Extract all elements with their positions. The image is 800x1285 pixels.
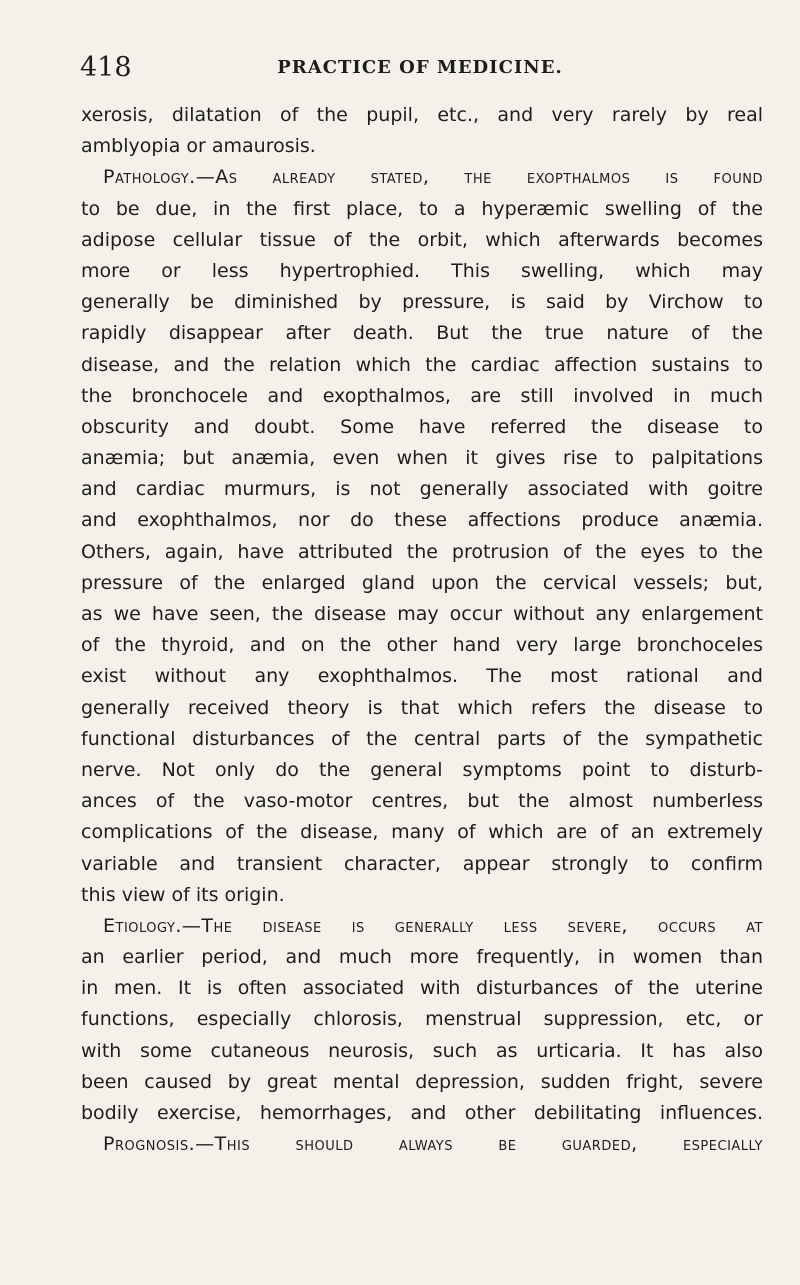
text-line: complications of the disease, many of which are of an extremely xyxy=(81,821,763,844)
text-line: nerve. Not only do the general symptoms point to disturb- xyxy=(81,758,763,781)
text-line: this view of its origin. xyxy=(81,883,285,906)
text-line: anæmia; but anæmia, even when it gives rise to palpitations xyxy=(81,447,763,470)
section-etiology-line: Etiology.—The disease is generally less severe, occurs at xyxy=(103,914,763,937)
text-line: xerosis, dilatation of the pupil, etc., and very rarely by real xyxy=(81,104,763,126)
text-line: adipose cellular tissue of the orbit, which afterwards becomes xyxy=(81,228,763,251)
text-line: in men. It is often associated with disturbances of the uterine xyxy=(81,977,763,1000)
text-line: the bronchocele and exopthalmos, are still involved in much xyxy=(81,384,763,407)
text-line: functions, especially chlorosis, menstrual suppression, etc, or xyxy=(81,1008,763,1031)
text-line: generally received theory is that which refers the disease to xyxy=(81,696,763,719)
text-line: amblyopia or amaurosis. xyxy=(81,135,316,158)
text-line: as we have seen, the disease may occur without any enlargement xyxy=(81,603,763,625)
section-pathology-line: Pathology.—As already stated, the exopthalmos is found xyxy=(103,166,763,189)
text-line: pressure of the enlarged gland upon the cervical vessels; but, xyxy=(81,571,763,594)
text-line: generally be diminished by pressure, is said by Virchow to xyxy=(81,291,763,314)
body-text xyxy=(81,100,763,1160)
text-line: rapidly disappear after death. But the true nature of the xyxy=(81,322,763,345)
text-line: been caused by great mental depression, sudden fright, severe xyxy=(81,1070,763,1093)
page-header xyxy=(80,48,760,88)
text-line: an earlier period, and much more frequently, in women than xyxy=(81,946,763,969)
text-line: Others, again, have attributed the protrusion of the eyes to the xyxy=(81,540,763,563)
text-line: of the thyroid, and on the other hand very large bronchoceles xyxy=(81,634,763,657)
text-line: with some cutaneous neurosis, such as urticaria. It has also xyxy=(81,1039,763,1062)
page-number: 418 xyxy=(80,52,132,83)
text-line: exist without any exophthalmos. The most rational and xyxy=(81,665,763,688)
text-line: and exophthalmos, nor do these affections produce anæmia. xyxy=(81,509,763,532)
text-line: to be due, in the first place, to a hyperæmic swelling of the xyxy=(81,197,763,220)
text-line: and cardiac murmurs, is not generally associated with goitre xyxy=(81,478,763,501)
text-line: obscurity and doubt. Some have referred the disease to xyxy=(81,415,763,438)
running-title: PRACTICE OF MEDICINE. xyxy=(277,57,563,78)
text-line: functional disturbances of the central parts of the sympathetic xyxy=(81,727,763,750)
section-prognosis-line: Prognosis.—This should always be guarded, especially xyxy=(103,1133,763,1156)
text-line: more or less hypertrophied. This swelling, which may xyxy=(81,259,763,282)
text-line: disease, and the relation which the cardiac affection sustains to xyxy=(81,353,763,376)
text-line: ances of the vaso-motor centres, but the almost numberless xyxy=(81,790,763,813)
text-line: bodily exercise, hemorrhages, and other debilitating influences. xyxy=(81,1102,763,1124)
text-line: variable and transient character, appear strongly to confirm xyxy=(81,852,763,875)
